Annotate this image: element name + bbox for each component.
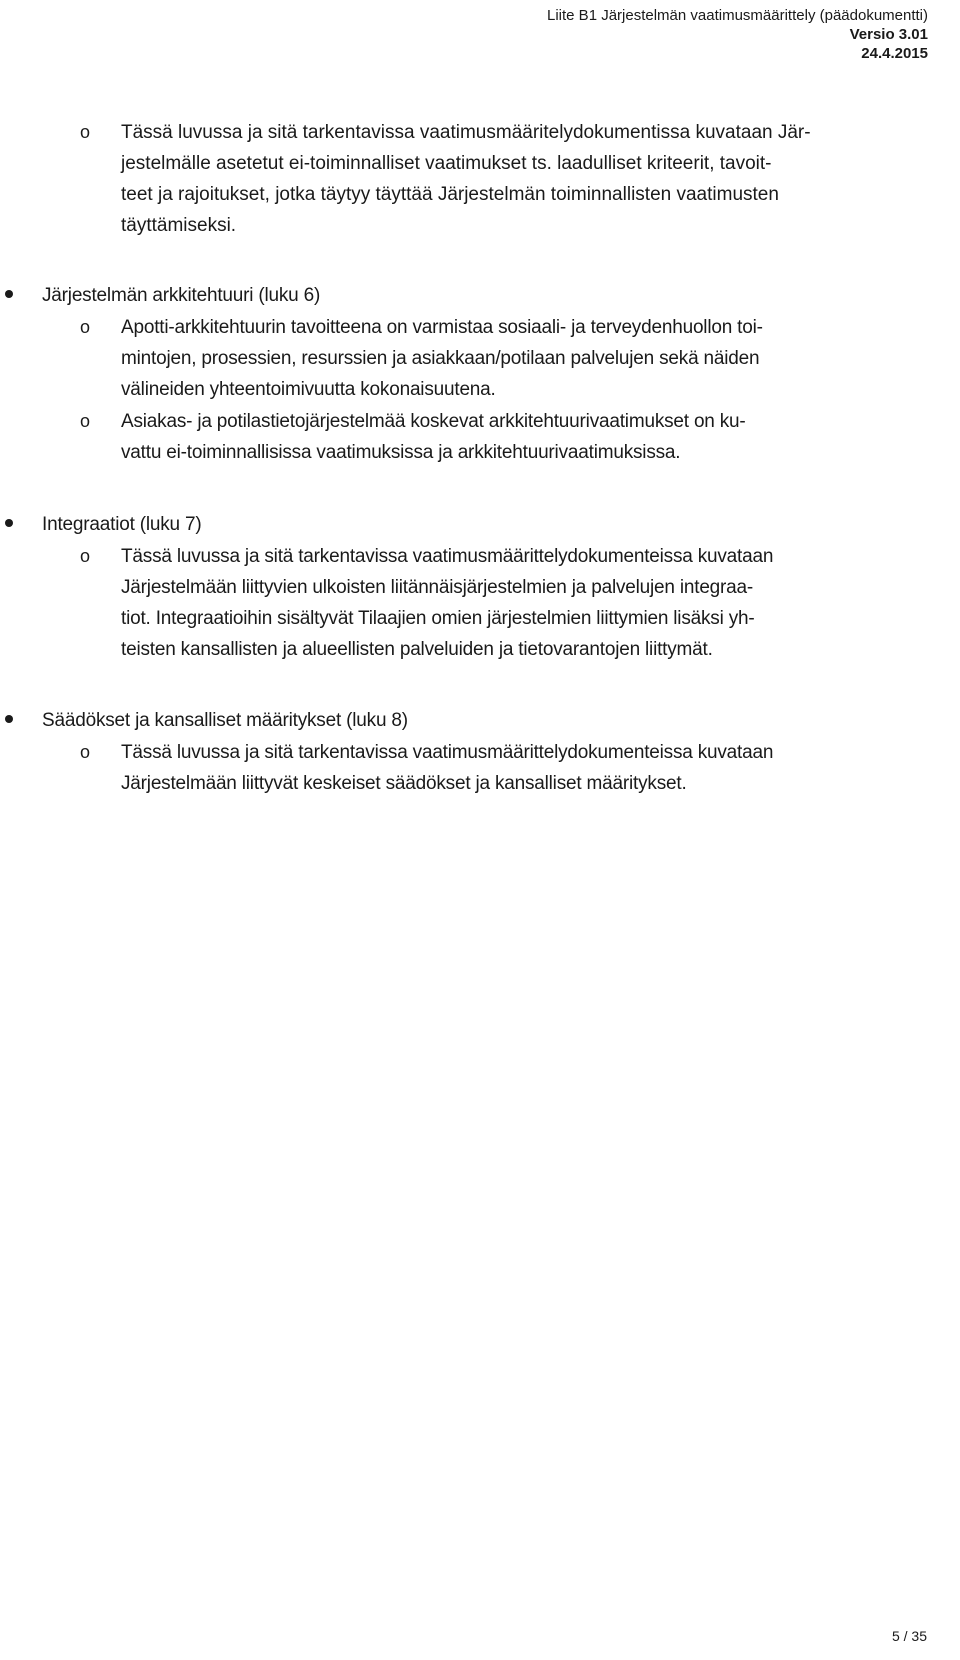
text-line: Asiakas- ja potilastietojärjestelmää koskevat arkkitehtuurivaatimukset on ku- bbox=[121, 411, 746, 432]
text-line: Järjestelmään liittyvien ulkoisten liitännäisjärjestelmien ja palvelujen integraa- bbox=[121, 577, 754, 598]
text-line: Tässä luvussa ja sitä tarkentavissa vaatimusmääritelydokumentissa kuvataan Jär- bbox=[121, 122, 811, 143]
section-heading-text: Integraatiot (luku 7) bbox=[42, 514, 202, 535]
text-line: jestelmälle asetetut ei-toiminnalliset vaatimukset ts. laadulliset kriteerit, tavoit- bbox=[121, 153, 772, 174]
bullet-icon bbox=[5, 519, 13, 527]
text-line: täyttämiseksi. bbox=[121, 215, 237, 236]
sub-bullet-marker: o bbox=[80, 122, 91, 142]
text-line: Järjestelmään liittyvät keskeiset säädökset ja kansalliset määritykset. bbox=[121, 773, 687, 794]
text-line: Tässä luvussa ja sitä tarkentavissa vaatimusmäärittelydokumenteissa kuvataan bbox=[121, 546, 774, 567]
text-line: vattu ei-toiminnallisissa vaatimuksissa ja arkkitehtuurivaatimuksissa. bbox=[121, 442, 681, 463]
document-version: Versio 3.01 bbox=[849, 26, 928, 43]
sub-bullet-marker: o bbox=[80, 546, 90, 566]
text-line: mintojen, prosessien, resurssien ja asiakkaan/potilaan palvelujen sekä näiden bbox=[121, 348, 760, 369]
bullet-icon bbox=[5, 290, 13, 298]
sub-bullet-marker: o bbox=[80, 742, 90, 762]
text-line: teisten kansallisten ja alueellisten palveluiden ja tietovarantojen liittymät. bbox=[121, 639, 713, 660]
bullet-icon bbox=[5, 715, 13, 723]
text-line: Apotti-arkkitehtuurin tavoitteena on varmistaa sosiaali- ja terveydenhuollon toi- bbox=[121, 317, 763, 338]
text-line: Tässä luvussa ja sitä tarkentavissa vaatimusmäärittelydokumenteissa kuvataan bbox=[121, 742, 774, 763]
section-heading-text: Järjestelmän arkkitehtuuri (luku 6) bbox=[42, 285, 321, 306]
text-line: välineiden yhteentoimivuutta kokonaisuutena. bbox=[121, 379, 496, 400]
sub-bullet-marker: o bbox=[80, 411, 90, 431]
section-heading-text: Säädökset ja kansalliset määritykset (luku 8) bbox=[42, 710, 408, 731]
document-date: 24.4.2015 bbox=[861, 45, 928, 62]
text-line: tiot. Integraatioihin sisältyvät Tilaajien omien järjestelmien liittymien lisäksi yh- bbox=[121, 608, 755, 629]
sub-bullet-marker: o bbox=[80, 317, 90, 337]
page-header bbox=[547, 6, 928, 63]
document-title: Liite B1 Järjestelmän vaatimusmäärittely (päädokumentti) bbox=[547, 7, 928, 24]
text-line: teet ja rajoitukset, jotka täytyy täyttää Järjestelmän toiminnallisten vaatimusten bbox=[121, 184, 779, 205]
page-number: 5 / 35 bbox=[891, 1628, 927, 1644]
